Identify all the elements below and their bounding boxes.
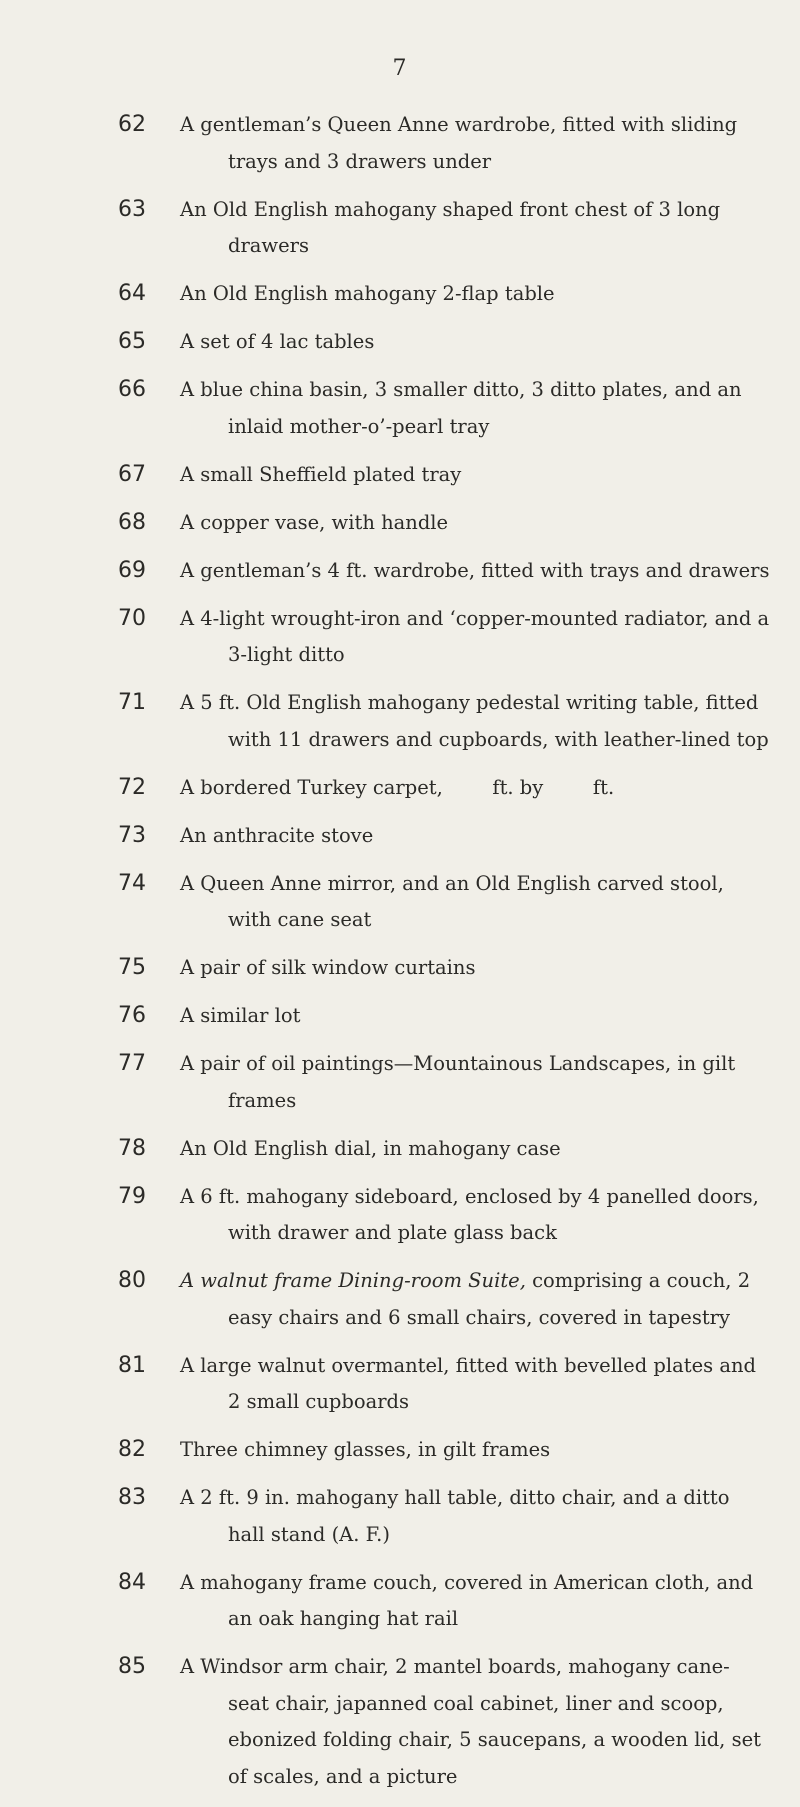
lot-description: An anthracite stove — [180, 823, 374, 847]
lot-number: 75 — [118, 955, 146, 980]
lot-description: An Old English mahogany 2-flap table — [180, 282, 555, 305]
lot-item — [0, 505, 800, 542]
lot-number: 73 — [118, 822, 146, 848]
lot-number: 85 — [118, 1654, 146, 1679]
lot-description: An Old English dial, in mahogany case — [180, 1136, 561, 1160]
lot-number: 64 — [118, 281, 146, 306]
lot-description: A 5 ft. Old English mahogany pedestal writing table, fitted with 11 drawers and cupboards, with leather-lined top — [180, 691, 769, 751]
lot-description: A blue china basin, 3 smaller ditto, 3 ditto plates, and an inlaid mother-o’-pearl tray — [180, 378, 742, 438]
lot-number: 77 — [118, 1051, 146, 1076]
lot-description: A Queen Anne mirror, and an Old English carved stool, with cane seat — [180, 871, 724, 931]
lot-description: A pair of oil paintings—Mountainous Landscapes, in gilt frames — [180, 1052, 736, 1112]
lot-description: A 4-light wrought-iron and ‘copper-mounted radiator, and a 3-light ditto — [180, 606, 770, 666]
lot-number: 78 — [118, 1135, 146, 1161]
lot-description: A pair of silk window curtains — [180, 956, 476, 979]
lot-item — [0, 1263, 800, 1336]
lot-number: 72 — [118, 774, 146, 800]
lot-description: An Old English mahogany shaped front chest of 3 long drawers — [180, 197, 721, 257]
lot-description: A gentleman’s Queen Anne wardrobe, fitted with sliding trays and 3 drawers under — [180, 113, 738, 173]
lot-number: 80 — [118, 1268, 146, 1293]
lot-description: A bordered Turkey carpet, ft. by ft. — [180, 775, 615, 799]
lot-item — [0, 1179, 800, 1252]
lot-description: A copper vase, with handle — [180, 510, 449, 534]
lot-item — [0, 601, 800, 674]
lot-item — [0, 372, 800, 445]
lot-number: 65 — [118, 329, 146, 354]
lot-description: A similar lot — [180, 1004, 301, 1027]
lot-item — [0, 107, 800, 180]
lot-number: 63 — [118, 196, 146, 222]
lot-item — [0, 950, 800, 987]
lot-description — [180, 1269, 750, 1329]
lot-description: A small Sheffield plated tray — [180, 462, 462, 486]
lot-item — [0, 770, 800, 807]
lot-description-rest: comprising a couch, 2 easy chairs and 6 small chairs, covered in tapestry — [228, 1269, 751, 1329]
lot-item — [0, 276, 800, 313]
lot-number: 62 — [118, 112, 146, 137]
lot-number: 68 — [118, 509, 146, 535]
lot-description: A 6 ft. mahogany sideboard, enclosed by 4 panelled doors, with drawer and plate glass back — [180, 1184, 759, 1244]
lot-item — [0, 1565, 800, 1638]
lot-item — [0, 1649, 800, 1795]
lot-item — [0, 1432, 800, 1469]
lot-number: 81 — [118, 1352, 146, 1378]
lot-item — [0, 1348, 800, 1421]
lot-description: A 2 ft. 9 in. mahogany hall table, ditto chair, and a ditto hall stand (A. F.) — [180, 1486, 730, 1546]
lot-description: A large walnut overmantel, fitted with bevelled plates and 2 small cupboards — [180, 1353, 756, 1413]
lot-item — [0, 818, 800, 855]
lot-number: 79 — [118, 1183, 146, 1209]
lot-item — [0, 685, 800, 758]
lot-item — [0, 553, 800, 590]
lot-number: 71 — [118, 690, 146, 715]
lot-description: Three chimney glasses, in gilt frames — [180, 1438, 551, 1461]
lot-description: A Windsor arm chair, 2 mantel boards, mahogany cane-seat chair, japanned coal cabinet, liner and scoop, ebonized folding chair, 5 saucepans, a wooden lid, set of scales, and a picture — [180, 1655, 761, 1788]
lot-number: 76 — [118, 1003, 146, 1028]
lot-item — [0, 998, 800, 1035]
lot-item — [0, 1046, 800, 1119]
lot-description: A gentleman’s 4 ft. wardrobe, fitted with trays and drawers — [180, 558, 770, 582]
lot-item — [0, 1480, 800, 1553]
lot-number: 66 — [118, 377, 146, 402]
page-number: 7 — [392, 56, 408, 81]
lot-number: 82 — [118, 1437, 146, 1462]
lot-number: 69 — [118, 557, 146, 583]
lot-number: 74 — [118, 870, 146, 896]
lot-list — [0, 107, 800, 1807]
lot-item — [0, 457, 800, 494]
lot-description: A set of 4 lac tables — [180, 330, 375, 353]
lot-description: A mahogany frame couch, covered in American cloth, and an oak hanging hat rail — [180, 1570, 754, 1630]
lot-item — [0, 866, 800, 939]
lot-number: 70 — [118, 605, 146, 631]
lot-description-italic: A walnut frame Dining-room Suite, — [180, 1269, 526, 1292]
lot-number: 67 — [118, 461, 146, 487]
lot-number: 83 — [118, 1485, 146, 1510]
lot-item — [0, 192, 800, 265]
lot-item — [0, 324, 800, 361]
lot-number: 84 — [118, 1569, 146, 1595]
lot-item — [0, 1131, 800, 1168]
